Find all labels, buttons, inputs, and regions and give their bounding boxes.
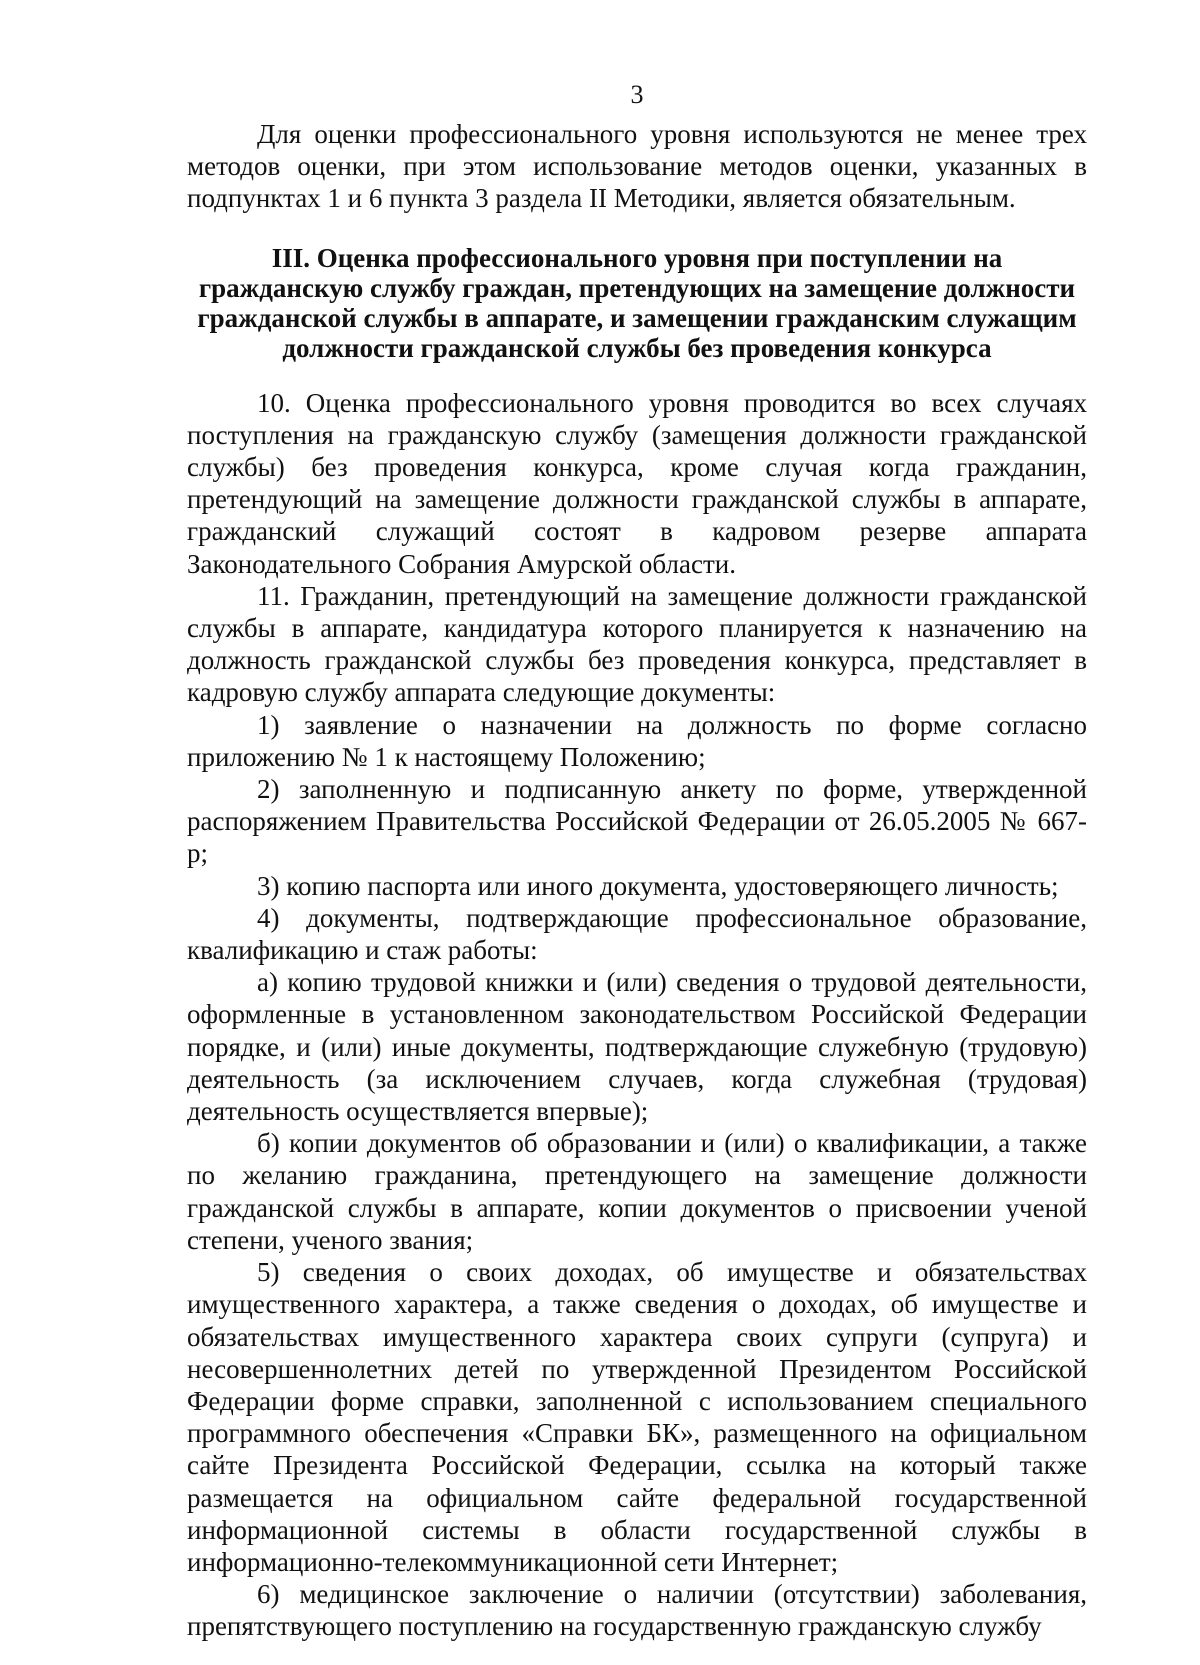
list-item-4: 4) документы, подтверждающие профессиональное образование, квалификацию и стаж работы: [187,902,1087,966]
list-item-2: 2) заполненную и подписанную анкету по форме, утвержденной распоряжением Правительства Российской Федерации от 26.05.2005 № 667-р; [187,774,1087,869]
list-item-6: 6) медицинское заключение о наличии (отсутствии) заболевания, препятствующего поступлению на государственную гражданскую службу [187,1579,1087,1642]
list-item-3: 3) копию паспорта или иного документа, удостоверяющего личность; [257,870,1059,901]
intro-paragraph: Для оценки профессионального уровня используются не менее трех методов оценки, при этом использование методов оценки, указанных в подпунктах 1 и 6 пункта 3 раздела II Методики, является обязательным. [187,119,1087,214]
paragraph-11: 11. Гражданин, претендующий на замещение должности гражданской службы в аппарате, кандидатура которого планируется к назначению на должность гражданской службы без проведения конкурса, представляет в кадровую службу аппарата следующие документы: [187,580,1087,708]
page-number: 3 [630,80,644,109]
list-item-1: 1) заявление о назначении на должность по форме согласно приложению № 1 к настоящему Положению; [187,709,1087,772]
section-heading: III. Оценка профессионального уровня при поступлении на гражданскую службу граждан, претендующих на замещение должности гражданской службы в аппарате, и замещении гражданским служащим должности гражданской службы без проведения конкурса [197,242,1077,363]
list-item-4b: б) копии документов об образовании и (или) о квалификации, а также по желанию гражданина, претендующего на замещение должности гражданской службы в аппарате, копии документов о присвоении ученой степени, ученого звания; [187,1128,1087,1255]
list-item-4a: а) копию трудовой книжки и (или) сведения о трудовой деятельности, оформленные в установленном законодательством Российской Федерации порядке, и (или) иные документы, подтверждающие служебную (трудовую) деятельность (за исключением случаев, когда служебная (трудовая) деятельность осуществляется впервые); [187,967,1087,1127]
document-page [187,80,1087,1643]
paragraph-10: 10. Оценка профессионального уровня проводится во всех случаях поступления на гражданскую службу (замещения должности гражданской службы) без проведения конкурса, кроме случая когда гражданин, претендующий на замещение должности гражданской службы в аппарате, гражданский служащий состоят в кадровом резерве аппарата Законодательного Собрания Амурской области. [187,387,1087,579]
list-item-5: 5) сведения о своих доходах, об имуществе и обязательствах имущественного характера, а также сведения о доходах, об имуществе и обязательствах имущественного характера своих супруги (супруга) и несовершеннолетних детей по утвержденной Президентом Российской Федерации форме справки, заполненной с использованием специального программного обеспечения «Справки БК», размещенного на официальном сайте Президента Российской Федерации, ссылка на который также размещается на официальном сайте федеральной государственной информационной системы в области государственной службы в информационно-телекоммуникационной сети Интернет; [187,1257,1087,1577]
